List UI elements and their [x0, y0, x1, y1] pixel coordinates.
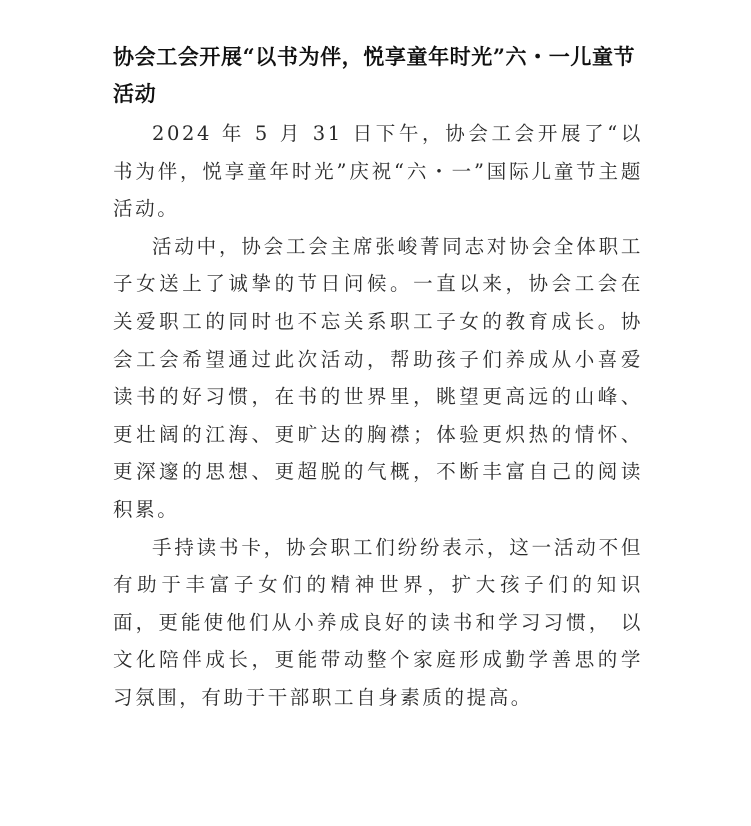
article-paragraph-2: 活动中，协会工会主席张峻菁同志对协会全体职工子女送上了诚挚的节日问候。一直以来，协会工会在关爱职工的同时也不忘关系职工子女的教育成长。协会工会希望通过此次活动，帮助孩子们养成从小喜爱读书的好习惯，在书的世界里，眺望更高远的山峰、更壮阔的江海、更旷达的胸襟；体验更炽热的情怀、更深邃的思想、更超脱的气概，不断丰富自己的阅读积累。	[113, 234, 643, 521]
article-paragraph-3: 手持读书卡，协会职工们纷纷表示，这一活动不但有助于丰富子女们的精神世界，扩大孩子们的知识面，更能使他们从小养成良好的读书和学习习惯， 以文化陪伴成长，更能带动整个家庭形成勤学善思的学习氛围，有助于干部职工自身素质的提高。	[113, 535, 643, 709]
article-title: 协会工会开展“以书为伴，悦享童年时光”六・一儿童节活动	[113, 44, 636, 106]
article	[113, 38, 643, 717]
article-paragraph-1: 2024 年 5 月 31 日下午，协会工会开展了“以书为伴，悦享童年时光”庆祝“六・一”国际儿童节主题活动。	[113, 122, 643, 221]
